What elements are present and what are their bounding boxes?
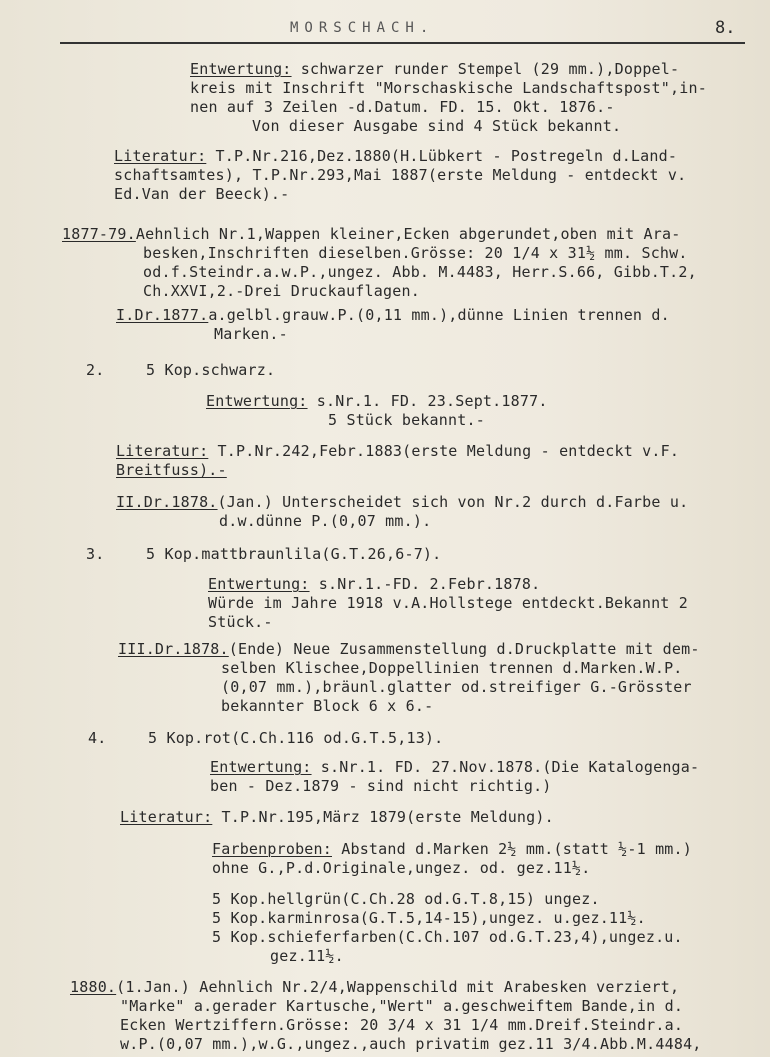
- color-proof-item-2: 5 Kop.karminrosa(G.T.5,14-15),ungez. u.gez.11½.: [212, 909, 646, 927]
- literature-3-line-1: Literatur: T.P.Nr.195,März 1879(erste Meldung).: [120, 808, 554, 826]
- literature-2-line-2: Breitfuss).-: [116, 461, 227, 479]
- printing-1-line-1: I.Dr.1877.a.gelbl.grauw.P.(0,11 mm.),dünne Linien trennen d.: [116, 306, 670, 324]
- issue-1880-line-3: Ecken Wertziffern.Grösse: 20 3/4 x 31 1/4 mm.Dreif.Steindr.a.: [120, 1016, 684, 1034]
- color-proofs-label: Farbenproben:: [212, 840, 332, 858]
- printing-3-line-1: III.Dr.1878.(Ende) Neue Zusammenstellung d.Druckplatte mit dem-: [118, 640, 700, 658]
- cancellation-label: Entwertung:: [210, 758, 312, 776]
- color-proof-item-3: 5 Kop.schieferfarben(C.Ch.107 od.G.T.23,4),ungez.u.: [212, 928, 683, 946]
- literature-1-line-1: Literatur: T.P.Nr.216,Dez.1880(H.Lübkert - Postregeln d.Land-: [114, 147, 678, 165]
- issue-year-label: 1880.: [70, 978, 117, 996]
- running-title: MORSCHACH.: [290, 20, 435, 36]
- item-number-4: 4.: [88, 729, 107, 747]
- item-number-3: 3.: [86, 545, 105, 563]
- page-number: 8.: [715, 18, 736, 38]
- item-4-description: 5 Kop.rot(C.Ch.116 od.G.T.5,13).: [148, 729, 444, 747]
- literature-1-line-2: schaftsamtes), T.P.Nr.293,Mai 1887(erste Meldung - entdeckt v.: [114, 166, 687, 184]
- printing-2-line-1: II.Dr.1878.(Jan.) Unterscheidet sich von Nr.2 durch d.Farbe u.: [116, 493, 689, 511]
- literature-label: Literatur:: [114, 147, 207, 165]
- item-number-2: 2.: [86, 361, 105, 379]
- issue-1877-line-3: od.f.Steindr.a.w.P.,ungez. Abb. M.4483, Herr.S.66, Gibb.T.2,: [143, 263, 697, 281]
- issue-year-label: 1877-79.: [62, 225, 136, 243]
- color-proofs-line-2: ohne G.,P.d.Originale,ungez. od. gez.11½.: [212, 859, 591, 877]
- printing-2-line-2: d.w.dünne P.(0,07 mm.).: [219, 512, 432, 530]
- issue-1880-line-4: w.P.(0,07 mm.),w.G.,ungez.,auch privatim gez.11 3/4.Abb.M.4484,: [120, 1035, 702, 1053]
- cancellation-label: Entwertung:: [190, 60, 292, 78]
- cancellation-1-line-3: nen auf 3 Zeilen -d.Datum. FD. 15. Okt. 1876.-: [190, 98, 615, 116]
- cancellation-1-line-2: kreis mit Inschrift "Morschaskische Landschaftspost",in-: [190, 79, 707, 97]
- printing-3-line-2: selben Klischee,Doppellinien trennen d.Marken.W.P.: [221, 659, 683, 677]
- printing-3-line-3: (0,07 mm.),bräunl.glatter od.streifiger G.-Grösster: [221, 678, 692, 696]
- item-3-description: 5 Kop.mattbraunlila(G.T.26,6-7).: [146, 545, 442, 563]
- issue-1877-line-2: besken,Inschriften dieselben.Grösse: 20 1/4 x 31½ mm. Schw.: [143, 244, 688, 262]
- printing-label: III.Dr.1878.: [118, 640, 229, 658]
- cancellation-1-line-4: Von dieser Ausgabe sind 4 Stück bekannt.: [252, 117, 622, 135]
- color-proof-item-3-cont: gez.11½.: [270, 947, 344, 965]
- cancellation-2-line-1: Entwertung: s.Nr.1. FD. 23.Sept.1877.: [206, 392, 548, 410]
- literature-2-line-1: Literatur: T.P.Nr.242,Febr.1883(erste Meldung - entdeckt v.F.: [116, 442, 680, 460]
- color-proof-item-1: 5 Kop.hellgrün(C.Ch.28 od.G.T.8,15) ungez.: [212, 890, 600, 908]
- printing-3-line-4: bekannter Block 6 x 6.-: [221, 697, 434, 715]
- header-rule: [60, 42, 745, 44]
- printing-1-line-2: Marken.-: [214, 325, 288, 343]
- cancellation-label: Entwertung:: [206, 392, 308, 410]
- cancellation-3-line-3: Stück.-: [208, 613, 273, 631]
- literature-label: Literatur:: [116, 442, 209, 460]
- cancellation-4-line-2: ben - Dez.1879 - sind nicht richtig.): [210, 777, 552, 795]
- issue-1880-line-2: "Marke" a.gerader Kartusche,"Wert" a.geschweiftem Bande,in d.: [120, 997, 684, 1015]
- issue-1877-line-4: Ch.XXVI,2.-Drei Druckauflagen.: [143, 282, 420, 300]
- cancellation-2-line-2: 5 Stück bekannt.-: [328, 411, 485, 429]
- literature-label: Literatur:: [120, 808, 213, 826]
- cancellation-1-line-1: Entwertung: schwarzer runder Stempel (29 mm.),Doppel-: [190, 60, 680, 78]
- cancellation-4-line-1: Entwertung: s.Nr.1. FD. 27.Nov.1878.(Die Katalogenga-: [210, 758, 700, 776]
- literature-1-line-3: Ed.Van der Beeck).-: [114, 185, 290, 203]
- issue-1880-line-1: 1880.(1.Jan.) Aehnlich Nr.2/4,Wappenschild mit Arabesken verziert,: [70, 978, 680, 996]
- item-2-description: 5 Kop.schwarz.: [146, 361, 276, 379]
- printing-label: I.Dr.1877.: [116, 306, 209, 324]
- cancellation-3-line-1: Entwertung: s.Nr.1.-FD. 2.Febr.1878.: [208, 575, 541, 593]
- issue-1877-line-1: 1877-79.Aehnlich Nr.1,Wappen kleiner,Ecken abgerundet,oben mit Ara-: [62, 225, 681, 243]
- color-proofs-line-1: Farbenproben: Abstand d.Marken 2½ mm.(statt ½-1 mm.): [212, 840, 692, 858]
- cancellation-3-line-2: Würde im Jahre 1918 v.A.Hollstege entdeckt.Bekannt 2: [208, 594, 688, 612]
- cancellation-label: Entwertung:: [208, 575, 310, 593]
- printing-label: II.Dr.1878.: [116, 493, 218, 511]
